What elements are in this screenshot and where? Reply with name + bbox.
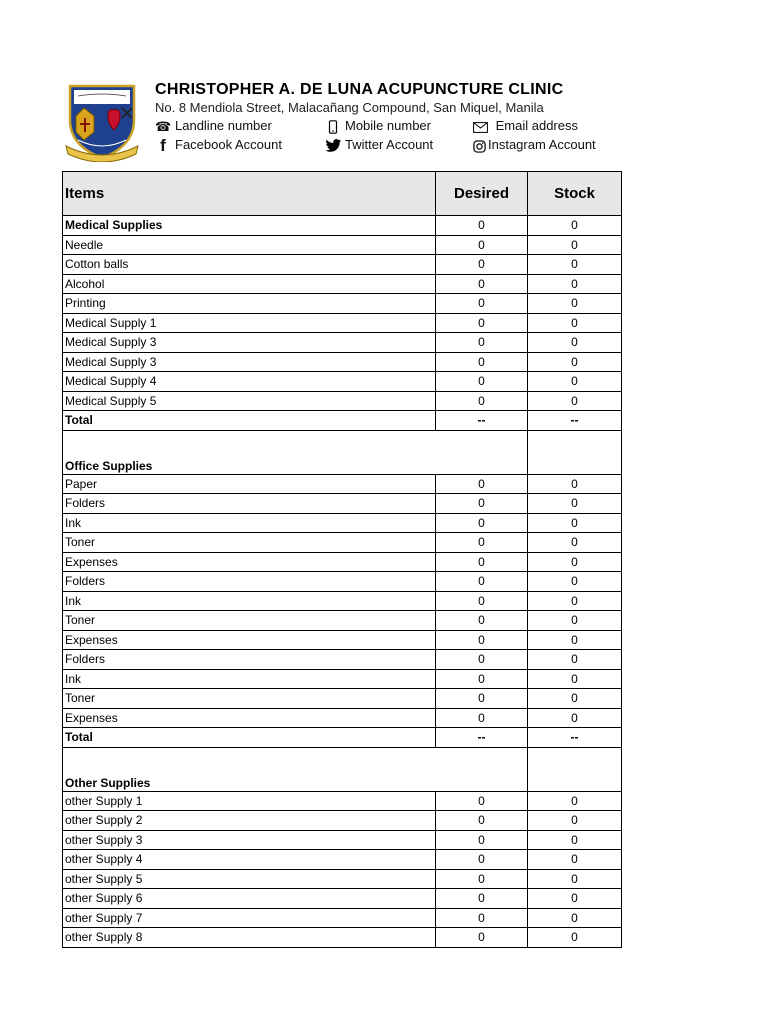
stock-cell: 0 [528, 869, 622, 889]
item-name-cell: Printing [63, 294, 436, 314]
mobile-phone-icon [325, 119, 341, 135]
stock-cell: 0 [528, 494, 622, 514]
desired-cell: 0 [436, 474, 528, 494]
item-name-cell: other Supply 3 [63, 830, 436, 850]
table-row [63, 533, 622, 553]
item-name-cell: Medical Supply 1 [63, 313, 436, 333]
stock-cell: 0 [528, 928, 622, 948]
section-blank-cell [528, 430, 622, 474]
item-name-cell: Needle [63, 235, 436, 255]
instagram-contact [472, 137, 596, 154]
desired-cell: 0 [436, 572, 528, 592]
landline-contact [155, 118, 272, 135]
item-name-cell: Cotton balls [63, 255, 436, 275]
item-name-cell: Expenses [63, 708, 436, 728]
table-row [63, 352, 622, 372]
table-row [63, 552, 622, 572]
item-name-cell: Ink [63, 669, 436, 689]
stock-cell: 0 [528, 811, 622, 831]
instagram-icon [472, 138, 486, 154]
stock-cell: 0 [528, 372, 622, 392]
total-stock-cell: -- [528, 728, 622, 748]
desired-cell: 0 [436, 708, 528, 728]
landline-label: Landline number [175, 118, 272, 133]
item-name-cell: other Supply 1 [63, 791, 436, 811]
stock-cell: 0 [528, 791, 622, 811]
facebook-label: Facebook Account [175, 137, 282, 152]
item-name-cell: other Supply 5 [63, 869, 436, 889]
stock-cell: 0 [528, 591, 622, 611]
item-name-cell: other Supply 2 [63, 811, 436, 831]
medical-supplies-section-row [63, 216, 622, 236]
stock-cell: 0 [528, 235, 622, 255]
twitter-contact [325, 137, 433, 154]
table-row [63, 333, 622, 353]
table-row [63, 391, 622, 411]
table-row [63, 235, 622, 255]
desired-cell: 0 [436, 255, 528, 275]
desired-cell: 0 [436, 669, 528, 689]
table-row [63, 474, 622, 494]
letterhead [0, 0, 768, 170]
item-name-cell: Alcohol [63, 274, 436, 294]
stock-cell: 0 [528, 391, 622, 411]
stock-cell: 0 [528, 352, 622, 372]
stock-cell: 0 [528, 689, 622, 709]
item-name-cell: other Supply 4 [63, 850, 436, 870]
stock-cell: 0 [528, 513, 622, 533]
other-supplies-section-row [63, 747, 622, 791]
desired-cell: 0 [436, 313, 528, 333]
total-label: Total [63, 411, 436, 431]
desired-cell: 0 [436, 274, 528, 294]
desired-cell: 0 [436, 791, 528, 811]
table-row [63, 908, 622, 928]
desired-cell: 0 [436, 908, 528, 928]
total-row [63, 411, 622, 431]
stock-cell: 0 [528, 333, 622, 353]
twitter-label: Twitter Account [345, 137, 434, 152]
item-name-cell: other Supply 7 [63, 908, 436, 928]
table-row [63, 313, 622, 333]
desired-cell: 0 [436, 372, 528, 392]
desired-cell: 0 [436, 830, 528, 850]
item-name-cell: Ink [63, 591, 436, 611]
item-name-cell: Toner [63, 533, 436, 553]
desired-cell: 0 [436, 811, 528, 831]
section-title: Office Supplies [63, 430, 528, 474]
stock-cell: 0 [528, 611, 622, 631]
table-row [63, 928, 622, 948]
stock-cell: 0 [528, 650, 622, 670]
desired-cell: 0 [436, 869, 528, 889]
instagram-label: Instagram Account [488, 137, 596, 152]
total-row [63, 728, 622, 748]
stock-cell: 0 [528, 274, 622, 294]
table-row [63, 669, 622, 689]
mobile-label: Mobile number [345, 118, 431, 133]
stock-cell: 0 [528, 908, 622, 928]
table-row [63, 650, 622, 670]
facebook-icon: f [160, 135, 166, 155]
item-name-cell: Toner [63, 689, 436, 709]
clinic-name: CHRISTOPHER A. DE LUNA ACUPUNCTURE CLINIC [155, 81, 564, 98]
table-row [63, 689, 622, 709]
email-contact [472, 118, 578, 135]
table-row [63, 274, 622, 294]
table-row [63, 869, 622, 889]
table-row [63, 791, 622, 811]
desired-cell: 0 [436, 889, 528, 909]
item-name-cell: other Supply 8 [63, 928, 436, 948]
item-name-cell: Ink [63, 513, 436, 533]
desired-cell: 0 [436, 552, 528, 572]
stock-cell: 0 [528, 669, 622, 689]
table-row [63, 830, 622, 850]
email-label: Email address [495, 118, 578, 133]
facebook-contact [155, 137, 282, 154]
stock-cell: 0 [528, 572, 622, 592]
clinic-seal-logo [64, 80, 140, 162]
desired-cell: 0 [436, 850, 528, 870]
table-row [63, 889, 622, 909]
section-blank-cell [528, 747, 622, 791]
item-name-cell: Medical Supply 3 [63, 352, 436, 372]
table-row [63, 611, 622, 631]
desired-cell: 0 [436, 216, 528, 236]
stock-cell: 0 [528, 552, 622, 572]
item-name-cell: Folders [63, 494, 436, 514]
desired-cell: 0 [436, 352, 528, 372]
desired-cell: 0 [436, 611, 528, 631]
table-row [63, 513, 622, 533]
desired-cell: 0 [436, 333, 528, 353]
desired-cell: 0 [436, 689, 528, 709]
stock-cell: 0 [528, 255, 622, 275]
stock-cell: 0 [528, 850, 622, 870]
stock-cell: 0 [528, 630, 622, 650]
phone-icon: ☎ [155, 118, 172, 134]
desired-column-header: Desired [436, 172, 528, 216]
item-name-cell: Medical Supply 4 [63, 372, 436, 392]
desired-cell: 0 [436, 591, 528, 611]
clinic-address: No. 8 Mendiola Street, Malacañang Compound, San Miquel, Manila [155, 100, 544, 115]
item-name-cell: Medical Supply 5 [63, 391, 436, 411]
desired-cell: 0 [436, 235, 528, 255]
item-name-cell: Folders [63, 572, 436, 592]
desired-cell: 0 [436, 928, 528, 948]
stock-cell: 0 [528, 708, 622, 728]
table-row [63, 591, 622, 611]
item-name-cell: other Supply 6 [63, 889, 436, 909]
item-name-cell: Expenses [63, 630, 436, 650]
total-desired-cell: -- [436, 728, 528, 748]
section-title: Other Supplies [63, 747, 528, 791]
table-row [63, 572, 622, 592]
item-name-cell: Expenses [63, 552, 436, 572]
stock-cell: 0 [528, 474, 622, 494]
table-row [63, 630, 622, 650]
desired-cell: 0 [436, 494, 528, 514]
twitter-bird-icon [325, 138, 341, 154]
section-title: Medical Supplies [63, 216, 436, 236]
stock-cell: 0 [528, 889, 622, 909]
desired-cell: 0 [436, 630, 528, 650]
total-stock-cell: -- [528, 411, 622, 431]
stock-cell: 0 [528, 830, 622, 850]
items-column-header: Items [63, 172, 436, 216]
table-row [63, 850, 622, 870]
table-row [63, 811, 622, 831]
table-row [63, 708, 622, 728]
total-label: Total [63, 728, 436, 748]
desired-cell: 0 [436, 391, 528, 411]
stock-cell: 0 [528, 216, 622, 236]
mobile-contact [325, 118, 431, 135]
stock-cell: 0 [528, 533, 622, 553]
desired-cell: 0 [436, 294, 528, 314]
desired-cell: 0 [436, 513, 528, 533]
office-supplies-section-row [63, 430, 622, 474]
item-name-cell: Toner [63, 611, 436, 631]
stock-column-header: Stock [528, 172, 622, 216]
desired-cell: 0 [436, 533, 528, 553]
table-row [63, 494, 622, 514]
envelope-icon [472, 119, 488, 135]
stock-cell: 0 [528, 313, 622, 333]
item-name-cell: Paper [63, 474, 436, 494]
inventory-table [62, 171, 622, 948]
table-header-row [63, 172, 622, 216]
table-row [63, 255, 622, 275]
stock-cell: 0 [528, 294, 622, 314]
total-desired-cell: -- [436, 411, 528, 431]
item-name-cell: Folders [63, 650, 436, 670]
item-name-cell: Medical Supply 3 [63, 333, 436, 353]
table-row [63, 372, 622, 392]
desired-cell: 0 [436, 650, 528, 670]
table-row [63, 294, 622, 314]
